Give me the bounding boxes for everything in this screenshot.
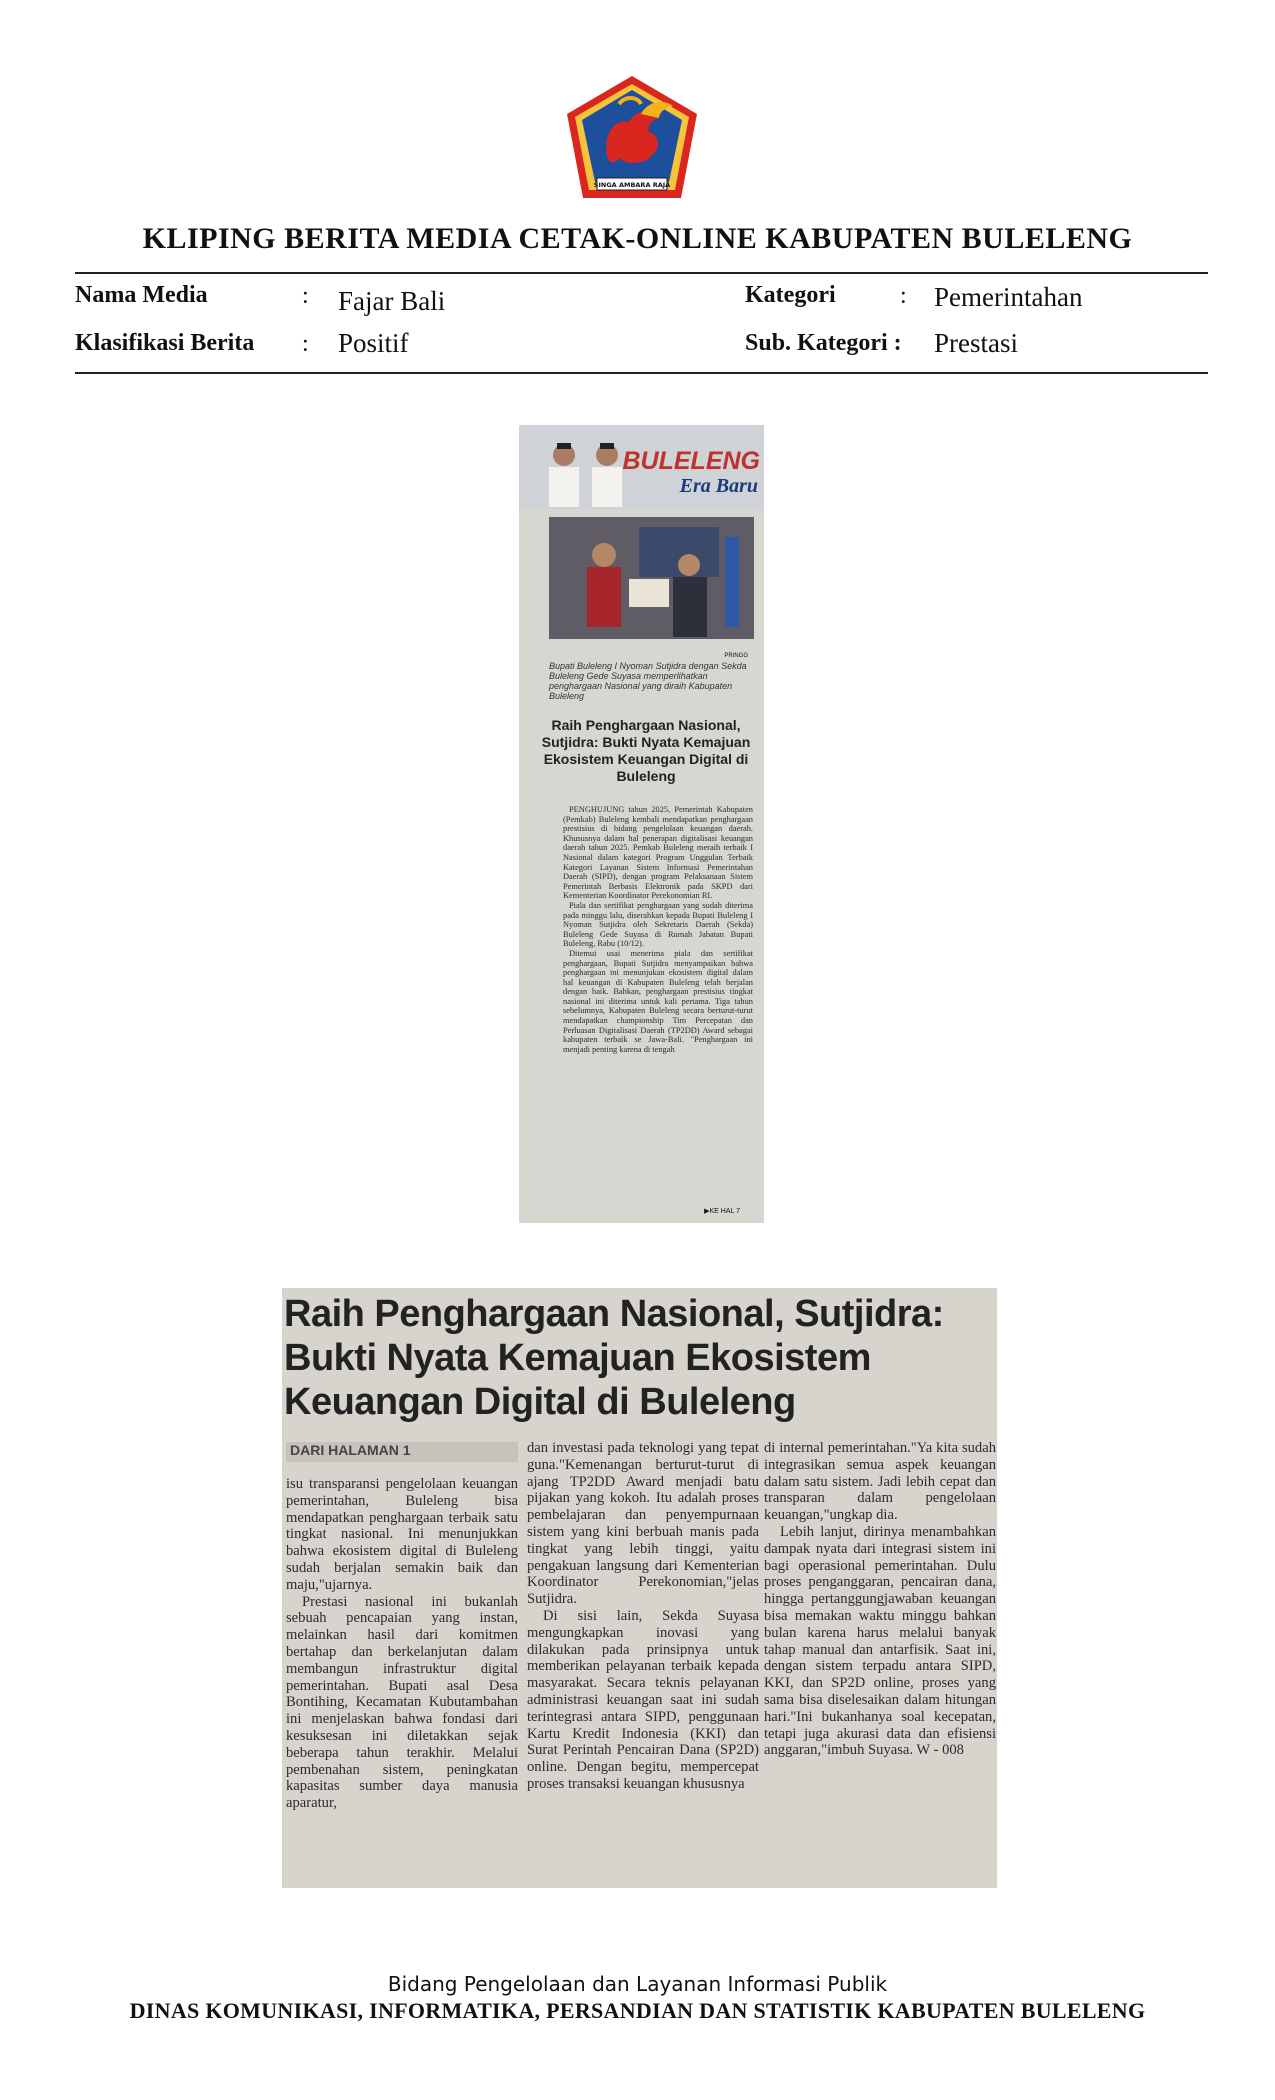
crest-ribbon-text: SINGA AMBARA RAJA xyxy=(593,181,671,189)
column-paragraph: Di sisi lain, Sekda Suyasa mengungkapkan inovasi yang dilakukan pada prinsipnya untuk memberikan pelayanan terbaik kepada masyarakat. Secara teknis pelayanan administrasi keuangan saat ini sudah terintegrasi antara SIPD, penggunaan Kartu Kredit Indonesia (KKI) dan Surat Perintah Pencairan Dana (SP2D) online. Dengan begitu, mempercepat proses transaksi keuangan khususnya xyxy=(527,1607,759,1792)
newspaper-clipping-column xyxy=(519,425,764,1223)
dari-halaman-label: DARI HALAMAN 1 xyxy=(286,1442,518,1462)
column-paragraph: dan investasi pada teknologi yang tepat guna."Kemenangan berturut-turut di ajang TP2DD Award menjadi batu pijakan yang kokoh. Itu adalah proses pembelajaran dan penyempurnaan sistem yang kini berbuah manis pada tingkat yang lebih tinggi, yaitu pengakuan langsung dari Kementerian Koordinator Perekonomian,"jelas Sutjidra. xyxy=(527,1440,759,1608)
body-paragraph: Ditemui usai menerima piala dan sertifikat penghargaan, Bupati Sutjidra menyampaikan bahwa penghargaan ini menunjukan ekosistem digital dalam hal keuangan di Kabupaten Buleleng telah berjalan dengan baik. Bahkan, penghargaan prestisius tingkat nasional ini diterima untuk kali pertama. Tiga tahun sebelumnya, Kabupaten Buleleng secara berturut-turut mendapatkan championship Tim Percepatan dan Perluasan Digitalisasi Daerah (TP2DD) Award sebagai kabupaten terbaik se Jawa-Bali. "Penghargaan ini menjadi penting karena di tengah xyxy=(563,948,753,1054)
article-column-2 xyxy=(527,1440,759,1793)
body-paragraph: PENGHUJUNG tahun 2025, Pemerintah Kabupaten (Pemkab) Buleleng kembali mendapatkan penghargaan prestisius di bidang pengelolaan keuangan daerah. Khususnya dalam hal penerapan digitalisasi keuangan daerah tahun 2025. Pemkab Buleleng meraih terbaik I Nasional dalam kategori Program Unggulan Terbaik Kategori Layanan Sistem Informasi Pemerintahan Daerah (SIPD), dengan program Pelaksanaan Sistem Pemerintah Berbasis Elektronik pada SKPD dari Kementerian Koordinator Perekonomian RI. xyxy=(563,805,753,901)
sub-kategori-value: Prestasi xyxy=(934,328,1018,358)
header-bottom-rule xyxy=(75,372,1208,374)
kategori-label: Kategori xyxy=(745,282,836,308)
nama-media-label: Nama Media xyxy=(75,282,208,308)
clipping-headline: Raih Penghargaan Nasional, Sutjidra: Bukti Nyata Kemajuan Ekosistem Keuangan Digital di Buleleng xyxy=(541,717,751,784)
newspaper-clipping-continuation xyxy=(282,1288,997,1888)
clipping-banner xyxy=(519,425,764,509)
document-title: KLIPING BERITA MEDIA CETAK-ONLINE KABUPATEN BULELENG xyxy=(142,222,1133,255)
kabupaten-buleleng-crest-icon xyxy=(563,74,701,200)
footer-division: Bidang Pengelolaan dan Layanan Informasi Publik xyxy=(387,1972,888,1996)
photo-credit: PRINGG xyxy=(724,653,748,659)
nama-media-colon: : xyxy=(302,283,309,309)
nama-media-value: Fajar Bali xyxy=(338,286,446,316)
award-photo xyxy=(549,517,754,639)
headline-line: Bukti Nyata Kemajuan Ekosistem xyxy=(284,1337,871,1379)
headline-line: Keuangan Digital di Buleleng xyxy=(284,1381,796,1423)
clipping-body xyxy=(563,805,753,1054)
klasifikasi-label: Klasifikasi Berita xyxy=(75,330,255,356)
kategori-value: Pemerintahan xyxy=(934,282,1083,312)
column-paragraph: Lebih lanjut, dirinya menambahkan dampak nyata dari integrasi sistem ini bagi operasional pemerintahan. Dulu proses penganggaran, pencairan dana, hingga pertanggungjawaban keuangan bisa memakan waktu minggu bahkan bulan karena harus melalui banyak tahap manual dan antarfisik. Saat ini, dengan sistem terpadu antara SIPD, KKI, dan SP2D online, proses yang sama bisa diselesaikan dalam hitungan hari."Ini bukanhanya soal kecepatan, tetapi juga akurasi data dan efisiensi anggaran,"imbuh Suyasa. W - 008 xyxy=(764,1523,996,1759)
era-baru-brand: Era Baru xyxy=(679,475,758,497)
klasifikasi-value: Positif xyxy=(338,328,409,358)
header-top-rule xyxy=(75,272,1208,274)
footer-department: DINAS KOMUNIKASI, INFORMATIKA, PERSANDIAN DAN STATISTIK KABUPATEN BULELENG xyxy=(129,1998,1146,2023)
award-handover-photo-icon xyxy=(549,517,754,639)
sub-kategori-label: Sub. Kategori : xyxy=(745,330,902,356)
column-paragraph: di internal pemerintahan."Ya kita sudah integrasikan semua aspek keuangan dalam satu sistem. Jadi lebih cepat dan transparan dalam pengelolaan keuangan,"ungkap dia. xyxy=(764,1440,996,1524)
photo-caption: Bupati Buleleng I Nyoman Sutjidra dengan Sekda Buleleng Gede Suyasa memperlihatkan penghargaan Nasional yang diraih Kabupaten Buleleng xyxy=(549,661,747,701)
column-paragraph: Prestasi nasional ini bukanlah sebuah pencapaian yang instan, melainkan hasil dari komitmen bertahap dan berkelanjutan dalam membangun infrastruktur digital pemerintahan. Bupati asal Desa Bontihing, Kecamatan Kubutambahan ini menjelaskan bahwa fondasi dari kesuksesan ini diletakkan sejak beberapa tahun terakhir. Melalui pembenahan sistem, peningkatan kapasitas sumber daya manusia aparatur, xyxy=(286,1593,518,1812)
continuation-headline xyxy=(284,1292,994,1424)
headline-line: Raih Penghargaan Nasional, Sutjidra: xyxy=(284,1293,944,1335)
column-paragraph: isu transparansi pengelolaan keuangan pemerintahan, Buleleng bisa mendapatkan penghargaan terbaik satu tingkat nasional. Ini menunjukkan bahwa ekosistem digital di Buleleng sudah berjalan semakin baik dan maju,"ujarnya. xyxy=(286,1476,518,1593)
continued-marker: ▶KE HAL 7 xyxy=(704,1208,740,1215)
kategori-colon: : xyxy=(900,283,907,309)
body-paragraph: Piala dan sertifikat penghargaan yang sudah diterima pada minggu lalu, diserahkan kepada Bupati Buleleng I Nyoman Sutjidra oleh Sekretaris Daerah (Sekda) Buleleng Gede Suyasa di Rumah Jabatan Bupati Buleleng, Rabu (10/12). xyxy=(563,900,753,949)
article-column-3 xyxy=(764,1440,996,1759)
buleleng-brand: BULELENG xyxy=(622,447,760,475)
article-column-1 xyxy=(286,1476,518,1812)
klasifikasi-colon: : xyxy=(302,331,309,357)
